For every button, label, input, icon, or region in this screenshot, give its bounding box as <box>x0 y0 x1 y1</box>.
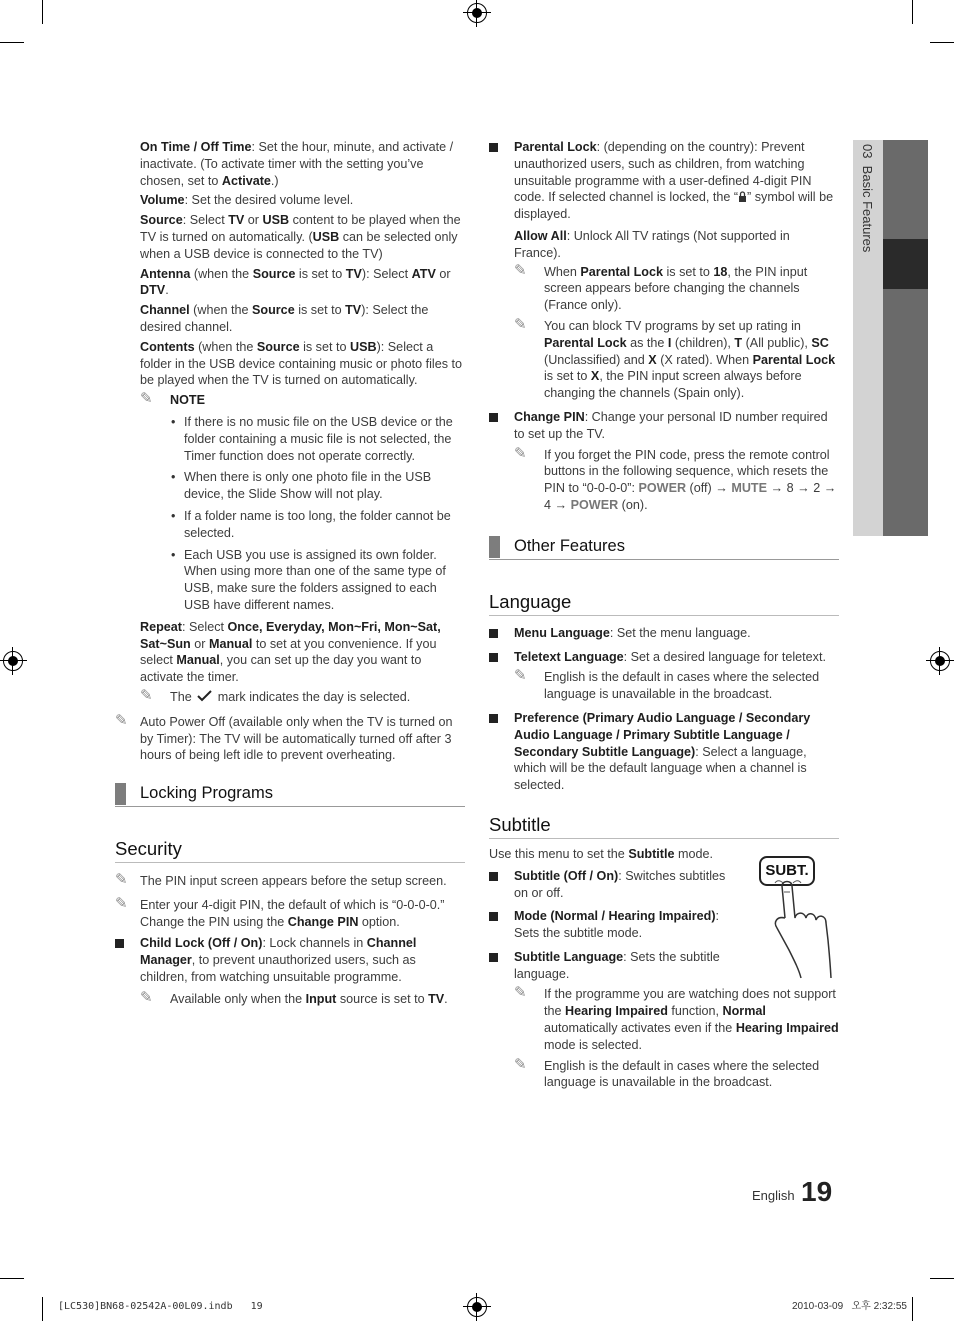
bullet-square <box>115 939 124 948</box>
crop-mark <box>912 1297 913 1321</box>
subtitle-intro: Use this menu to set the Subtitle mode. <box>489 846 714 861</box>
crop-mark <box>0 42 24 43</box>
allow-all-paragraph: Allow All: Unlock All TV ratings (Not supported in France). <box>514 228 790 260</box>
list-item: • If there is no music file on the USB device or the folder containing a music file is not selected, the Timer function does not operate correctly. <box>171 414 453 463</box>
preference-item: Preference (Primary Audio Language / Secondary Audio Language / Primary Subtitle Language / Secondary Subtitle Language): Select a language, which will be the default language when a channel is selected. <box>489 710 839 794</box>
contents-paragraph: Contents (when the Source is set to USB): Select a folder in the USB device containing music or photo files to be played when the TV is turned on automatically. <box>140 339 463 388</box>
bullet-square <box>489 143 498 152</box>
left-column <box>115 139 465 1008</box>
source-paragraph: Source: Select TV or USB content to be played when the TV is turned on automatically. (USB can be selected only when a USB device is connected to the TV) <box>140 213 461 261</box>
registration-mark <box>3 651 23 671</box>
subtitle-mode-item: Mode (Normal / Hearing Impaired): Sets the subtitle mode. <box>489 908 739 942</box>
child-lock-item: Child Lock (Off / On): Lock channels in Channel Manager, to prevent unauthorized users, such as children, from watching unsuitable programme. <box>115 935 465 985</box>
note-list <box>140 414 465 614</box>
subtitle-note-1: ✎ If the programme you are watching does not support the Hearing Impaired function, Normal automatically activates even if the Hearing Impaired mode is selected. <box>514 984 839 1052</box>
note-pencil-icon: ✎ <box>115 894 128 912</box>
teletext-language-item: Teletext Language: Set a desired language for teletext. <box>489 649 839 666</box>
crop-mark <box>912 0 913 24</box>
file-info: [LC530]BN68-02542A-00L09.indb 19 <box>58 1301 263 1312</box>
bullet-square <box>489 953 498 962</box>
note-pencil-icon: ✎ <box>514 315 527 333</box>
bullet-square <box>489 413 498 422</box>
locking-programs-heading: Locking Programs <box>115 782 465 807</box>
note-pencil-icon: ✎ <box>514 667 527 685</box>
parental-note-1: ✎ When Parental Lock is set to 18, the PIN input screen appears before changing the channels (France only). <box>514 261 808 313</box>
volume-paragraph: Volume: Set the desired volume level. <box>140 193 354 208</box>
registration-mark <box>467 1297 487 1317</box>
date-info: 2010-03-09 오후 2:32:55 <box>792 1301 907 1312</box>
crop-mark <box>930 42 954 43</box>
subtitle-on-off-item: Subtitle (Off / On): Switches subtitles on or off. <box>489 868 739 902</box>
crop-mark <box>0 1278 24 1279</box>
note-pencil-icon: ✎ <box>140 988 153 1006</box>
right-column <box>489 139 839 1091</box>
note-pencil-icon: ✎ <box>514 444 527 462</box>
chapter-tab-label: 03 Basic Features <box>860 144 875 253</box>
auto-power-note: ✎ Auto Power Off (available only when the TV is turned on by Timer): The TV will be automatically turned off after 3 hours of being left idle to prevent overheating. <box>115 711 453 763</box>
note-pencil-icon: ✎ <box>140 686 153 704</box>
note-pencil-icon: ✎ <box>514 984 527 1002</box>
bullet-square <box>489 629 498 638</box>
change-pin-note: ✎ If you forget the PIN code, press the remote control buttons in the following sequence, which resets the PIN to “0-0-0-0”: POWER (off) → MUTE → 8 → 2 → 4 → POWER (on). <box>514 444 837 512</box>
subt-button: SUBT. <box>759 856 815 886</box>
heading-bar <box>489 536 500 558</box>
lock-icon <box>738 191 747 202</box>
list-item: • If a folder name is too long, the folder cannot be selected. <box>171 508 451 540</box>
crop-mark <box>930 1278 954 1279</box>
menu-language-item: Menu Language: Set the menu language. <box>489 625 839 642</box>
bullet-square <box>489 872 498 881</box>
list-item: • Each USB you use is assigned its own folder. When using more than one of the same type of USB, make sure the folders assigned to each USB have different names. <box>171 547 446 612</box>
channel-paragraph: Channel (when the Source is set to TV): Select the desired channel. <box>140 303 429 334</box>
note-pencil-icon: ✎ <box>514 1055 527 1073</box>
security-note-2: ✎ Enter your 4-digit PIN, the default of which is “0-0-0-0.” Change the PIN using the Change PIN option. <box>115 894 445 929</box>
note-pencil-icon: ✎ <box>115 711 128 729</box>
crop-mark <box>42 0 43 24</box>
list-item: • When there is only one photo file in the USB device, the Slide Show will not play. <box>171 470 432 502</box>
teletext-note: ✎ English is the default in cases where the selected language is unavailable in the broadcast. <box>514 667 820 702</box>
footer-language: English <box>752 1188 795 1203</box>
note-heading: ✎ NOTE <box>140 390 205 408</box>
chapter-tab <box>853 140 928 536</box>
note-pencil-icon: ✎ <box>140 390 153 408</box>
antenna-paragraph: Antenna (when the Source is set to TV): Select ATV or DTV. <box>140 266 451 298</box>
language-heading: Language <box>489 590 839 616</box>
crop-mark <box>42 1297 43 1321</box>
registration-mark <box>930 651 950 671</box>
security-note-1: ✎ The PIN input screen appears before the setup screen. <box>115 871 447 889</box>
note-pencil-icon: ✎ <box>514 261 527 279</box>
checkmark-icon <box>197 690 212 702</box>
parental-lock-item: Parental Lock: (depending on the country): Prevent unauthorized users, such as children, from watching unsuitable programme with a user-defined 4-digit PIN code. If selected channel is locked, the “ ” symbol will be displayed. <box>489 139 839 223</box>
registration-mark <box>467 3 487 23</box>
other-features-heading: Other Features <box>489 535 839 560</box>
repeat-paragraph: Repeat: Select Once, Everyday, Mon~Fri, Mon~Sat, Sat~Sun or Manual to set at you convenience. If you select Manual, you can set up the day you want to activate the timer. <box>140 619 441 685</box>
pointing-hand-icon <box>771 878 841 983</box>
subtitle-note-2: ✎ English is the default in cases where the selected language is unavailable in the broadcast. <box>514 1055 820 1090</box>
child-lock-note: ✎ Available only when the Input source is set to TV. <box>140 988 448 1006</box>
heading-bar <box>115 783 126 805</box>
bullet-square <box>489 912 498 921</box>
bullet-square <box>489 653 498 662</box>
subtitle-heading: Subtitle <box>489 813 839 839</box>
on-time-paragraph: On Time / Off Time: Set the hour, minute, and activate / inactivate. (To activate timer with the setting you’ve chosen, set to Activate.) <box>140 140 454 188</box>
change-pin-item: Change PIN: Change your personal ID number required to set up the TV. <box>489 409 839 443</box>
security-heading: Security <box>115 837 465 863</box>
chapter-tab-marker <box>883 239 928 289</box>
subtitle-language-item: Subtitle Language: Sets the subtitle language. <box>489 949 739 983</box>
page-number: 19 <box>801 1176 833 1207</box>
chapter-tab-dark <box>883 140 928 536</box>
note-pencil-icon: ✎ <box>115 871 128 889</box>
parental-note-2: ✎ You can block TV programs by set up rating in Parental Lock as the I (children), T (All public), SC (Unclassified) and X (X rated). When Parental Lock is set to X, the PIN input screen always before changing the channels (Spain only). <box>514 315 836 401</box>
check-note: ✎ The mark indicates the day is selected. <box>140 686 411 704</box>
subt-button-illustration <box>759 856 839 981</box>
bullet-square <box>489 714 498 723</box>
